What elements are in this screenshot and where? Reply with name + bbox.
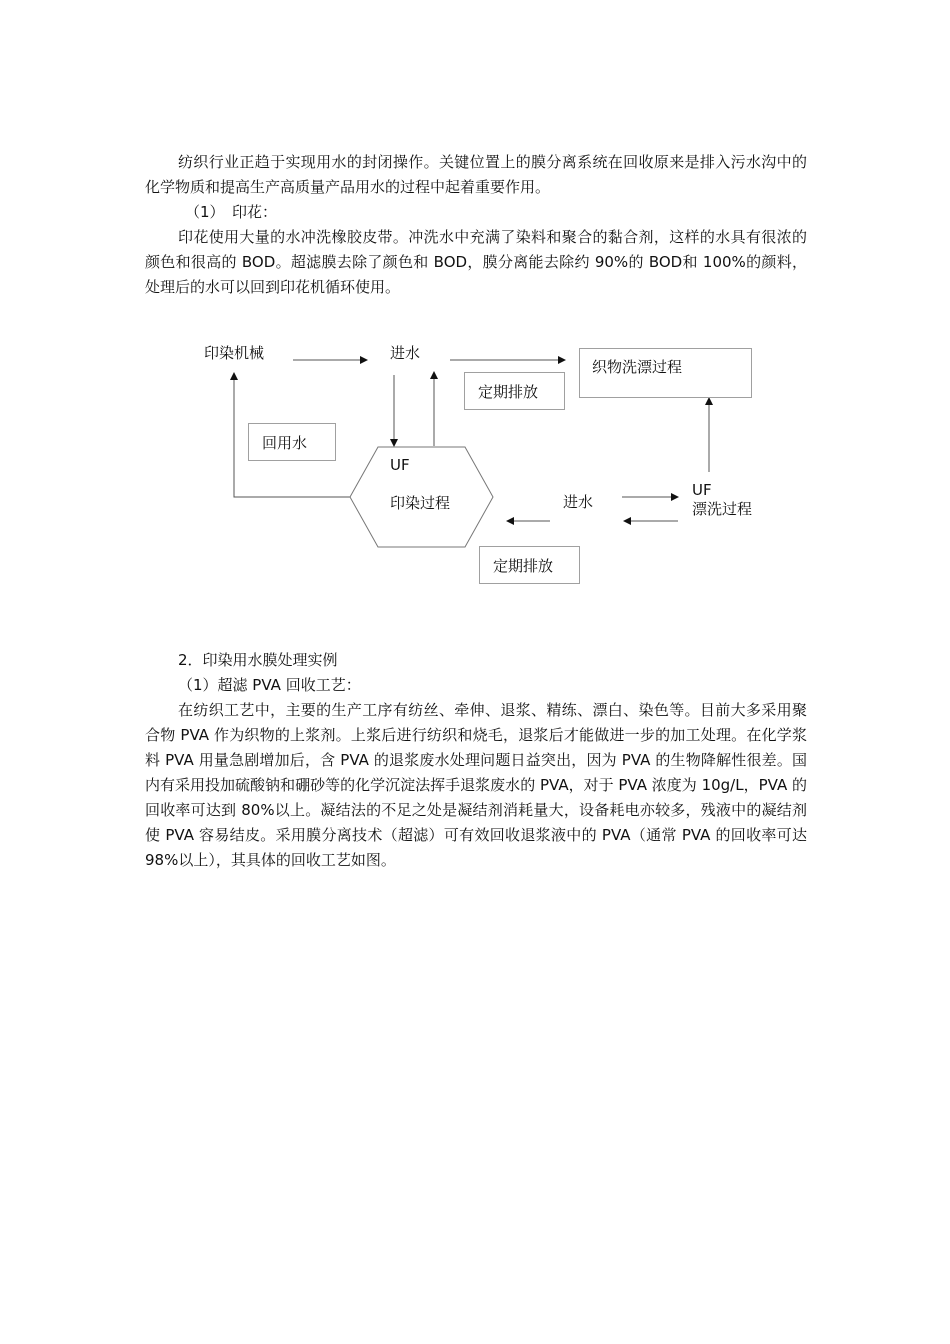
section1-heading: （1） 印花：	[185, 203, 278, 221]
label-uf-hexagon: UF	[390, 456, 410, 474]
label-rinse-process: 漂洗过程	[692, 500, 753, 518]
label-periodic-discharge-bottom: 定期排放	[493, 557, 554, 575]
label-reuse-water: 回用水	[262, 434, 308, 452]
section2-paragraph: 在纺织工艺中，主要的生产工序有纺丝、牵伸、退浆、精练、漂白、染色等。目前大多采用聚合物 PVA 作为织物的上浆剂。上浆后进行纺织和烧毛，退浆后才能做进一步的加工处理。在化学浆料 PVA 用量急剧增加后，含 PVA 的退浆废水处理问题日益突出，因为 PVA 的生物降解性很差。国内有采用投加硫酸钠和硼砂等的化学沉淀法挥手退浆废水的 PVA，对于 PVA 浓度为 10g/L，PVA 的回收率可达到 80%以上。凝结法的不足之处是凝结剂消耗量大，设备耗电亦较多，残液中的凝结剂使 PVA 容易结皮。采用膜分离技术（超滤）可有效回收退浆液中的 PVA（通常 PVA 的回收率可达 98%以上），其具体的回收工艺如图。	[145, 701, 807, 869]
intro-paragraph: 纺织行业正趋于实现用水的封闭操作。关键位置上的膜分离系统在回收原来是排入污水沟中的化学物质和提高生产高质量产品用水的过程中起着重要作用。	[145, 153, 807, 196]
label-dyeing-machine: 印染机械	[204, 344, 265, 362]
box-reuse-water	[248, 423, 336, 461]
section2-heading: 2．印染用水膜处理实例	[178, 651, 338, 669]
label-inlet-water-top: 进水	[390, 344, 421, 362]
box-periodic-discharge-bottom	[479, 546, 580, 584]
box-periodic-discharge-top	[464, 372, 565, 410]
box-fabric-rinse-process	[579, 348, 752, 398]
label-periodic-discharge-top: 定期排放	[478, 383, 539, 401]
section1-paragraph: 印花使用大量的水冲洗橡胶皮带。冲洗水中充满了染料和聚合的黏合剂，这样的水具有很浓的颜色和很高的 BOD。超滤膜去除了颜色和 BOD，膜分离能去除约 90%的 BOD和 100%的颜料，处理后的水可以回到印花机循环使用。	[145, 228, 807, 296]
label-dyeing-process: 印染过程	[390, 494, 451, 512]
label-fabric-rinse-process: 织物洗漂过程	[592, 358, 683, 376]
label-inlet-water-bottom: 进水	[563, 493, 594, 511]
label-uf-right: UF	[692, 481, 712, 499]
section2-subheading: （1）超滤 PVA 回收工艺：	[178, 676, 361, 694]
